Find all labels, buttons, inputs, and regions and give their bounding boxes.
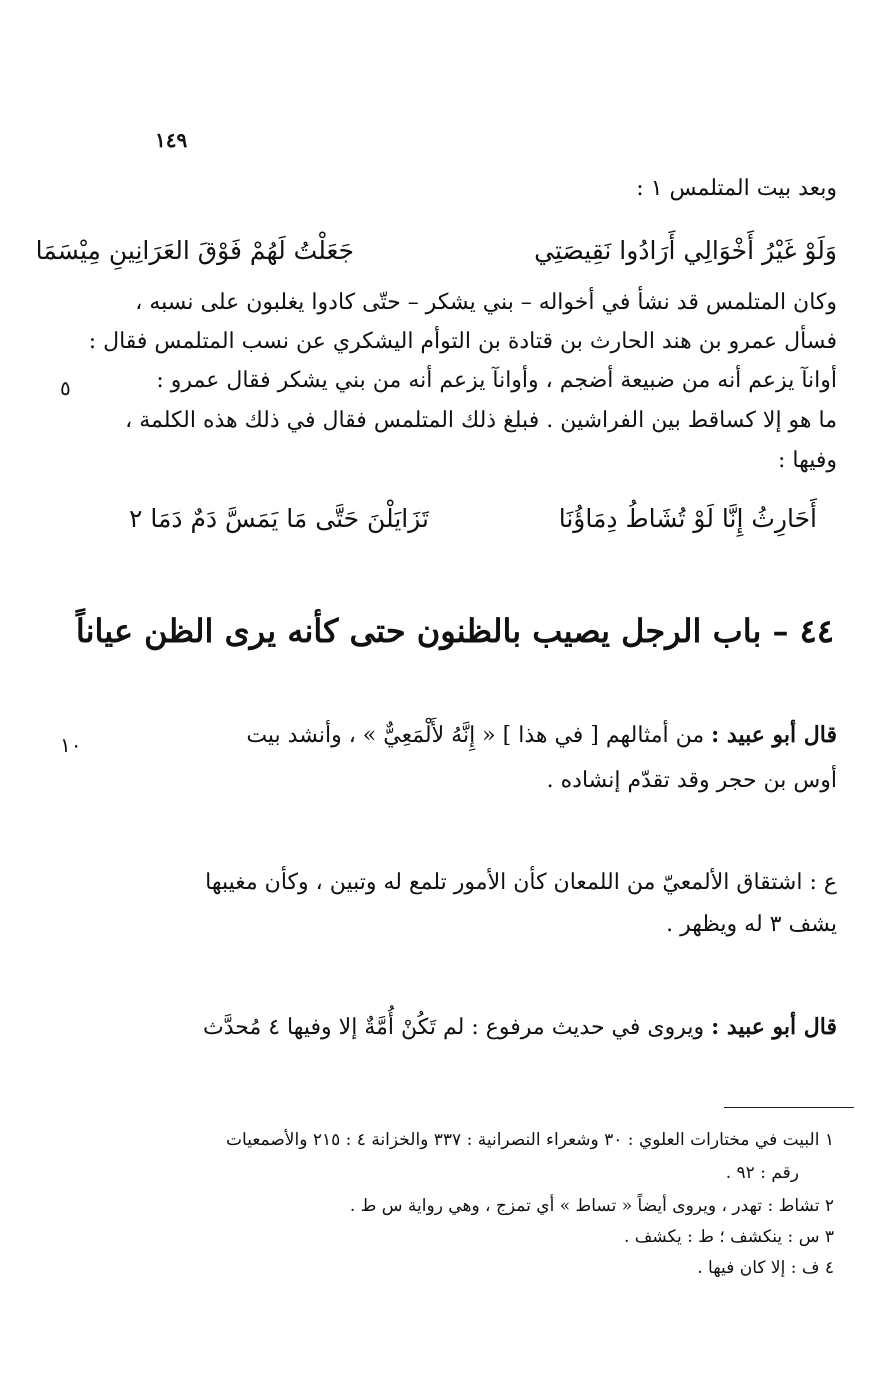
footnote-2: ٢ تشاط : تهدر ، ويروى أيضاً « تساط » أي تمزج ، وهي رواية س ط . bbox=[349, 1196, 834, 1216]
para4-line1 bbox=[203, 1014, 837, 1040]
line-marker-10: ١٠ bbox=[60, 733, 82, 757]
speaker-label: قال أبو عبيد : bbox=[711, 1014, 837, 1040]
paragraph1-line: ما هو إلا كساقط بين الفراشين . فبلغ ذلك المتلمس فقال في ذلك هذه الكلمة ، bbox=[125, 408, 837, 433]
para2-line1 bbox=[246, 722, 837, 748]
footnote-divider bbox=[724, 1107, 854, 1108]
verse1-second-hemistich: جَعَلْتُ لَهُمْ فَوْقَ العَرَانِينِ مِيْسَمَا bbox=[35, 236, 354, 265]
para2-line2: أوس بن حجر وقد تقدّم إنشاده . bbox=[546, 768, 837, 793]
para4-line1-text: ويروى في حديث مرفوع : لم تَكُنْ أُمَّةٌ إلا وفيها ٤ مُحدَّث bbox=[202, 1015, 705, 1040]
speaker-label: قال أبو عبيد : bbox=[711, 722, 837, 748]
para3-line2: يشف ٣ له ويظهر . bbox=[666, 912, 837, 937]
paragraph1-line: أوانآ يزعم أنه من ضبيعة أضجم ، وأوانآ يزعم أنه من بني يشكر فقال عمرو : bbox=[156, 368, 837, 393]
paragraph1-line: وكان المتلمس قد نشأ في أخواله – بني يشكر – حتّى كادوا يغلبون على نسبه ، bbox=[135, 290, 837, 315]
paragraph1-line: وفيها : bbox=[777, 448, 837, 473]
verse2-second-hemistich: تَزَايَلْنَ حَتَّى مَا يَمَسَّ دَمٌ دَمَا ٢ bbox=[129, 504, 429, 533]
paragraph1-line: فسأل عمرو بن هند الحارث بن قتادة بن التوأم اليشكري عن نسب المتلمس فقال : bbox=[88, 329, 837, 354]
page-number: ١٤٩ bbox=[155, 128, 188, 152]
para3-line1: ع : اشتقاق الألمعيّ من اللمعان كأن الأمور تلمع له وتبين ، وكأن مغيبها bbox=[205, 870, 837, 895]
footnote-3: ٣ س : ينكشف ؛ ط : يكشف . bbox=[623, 1227, 834, 1247]
line-marker-5: ٥ bbox=[60, 376, 71, 400]
para2-line1-text: من أمثالهم [ في هذا ] « إِنَّهُ لأَلْمَعِيٌّ » ، وأنشد بيت bbox=[246, 723, 705, 748]
verse1-first-hemistich: وَلَوْ غَيْرُ أَخْوَالِي أَرَادُوا نَقِيصَتِي bbox=[534, 236, 837, 265]
chapter-title: ٤٤ – باب الرجل يصيب بالظنون حتى كأنه يرى الظن عياناً bbox=[75, 612, 834, 650]
footnote-1-continuation: رقم : ٩٢ . bbox=[725, 1163, 799, 1183]
footnote-1: ١ البيت في مختارات العلوي : ٣٠ وشعراء النصرانية : ٣٣٧ والخزانة ٤ : ٢١٥ والأصمعيات bbox=[226, 1130, 834, 1150]
footnote-4: ٤ ف : إلا كان فيها . bbox=[697, 1258, 834, 1278]
verse2-first-hemistich: أَحَارِثُ إِنَّا لَوْ تُشَاطُ دِمَاؤُنَا bbox=[558, 504, 817, 533]
intro-line: وبعد بيت المتلمس ١ : bbox=[636, 176, 837, 201]
